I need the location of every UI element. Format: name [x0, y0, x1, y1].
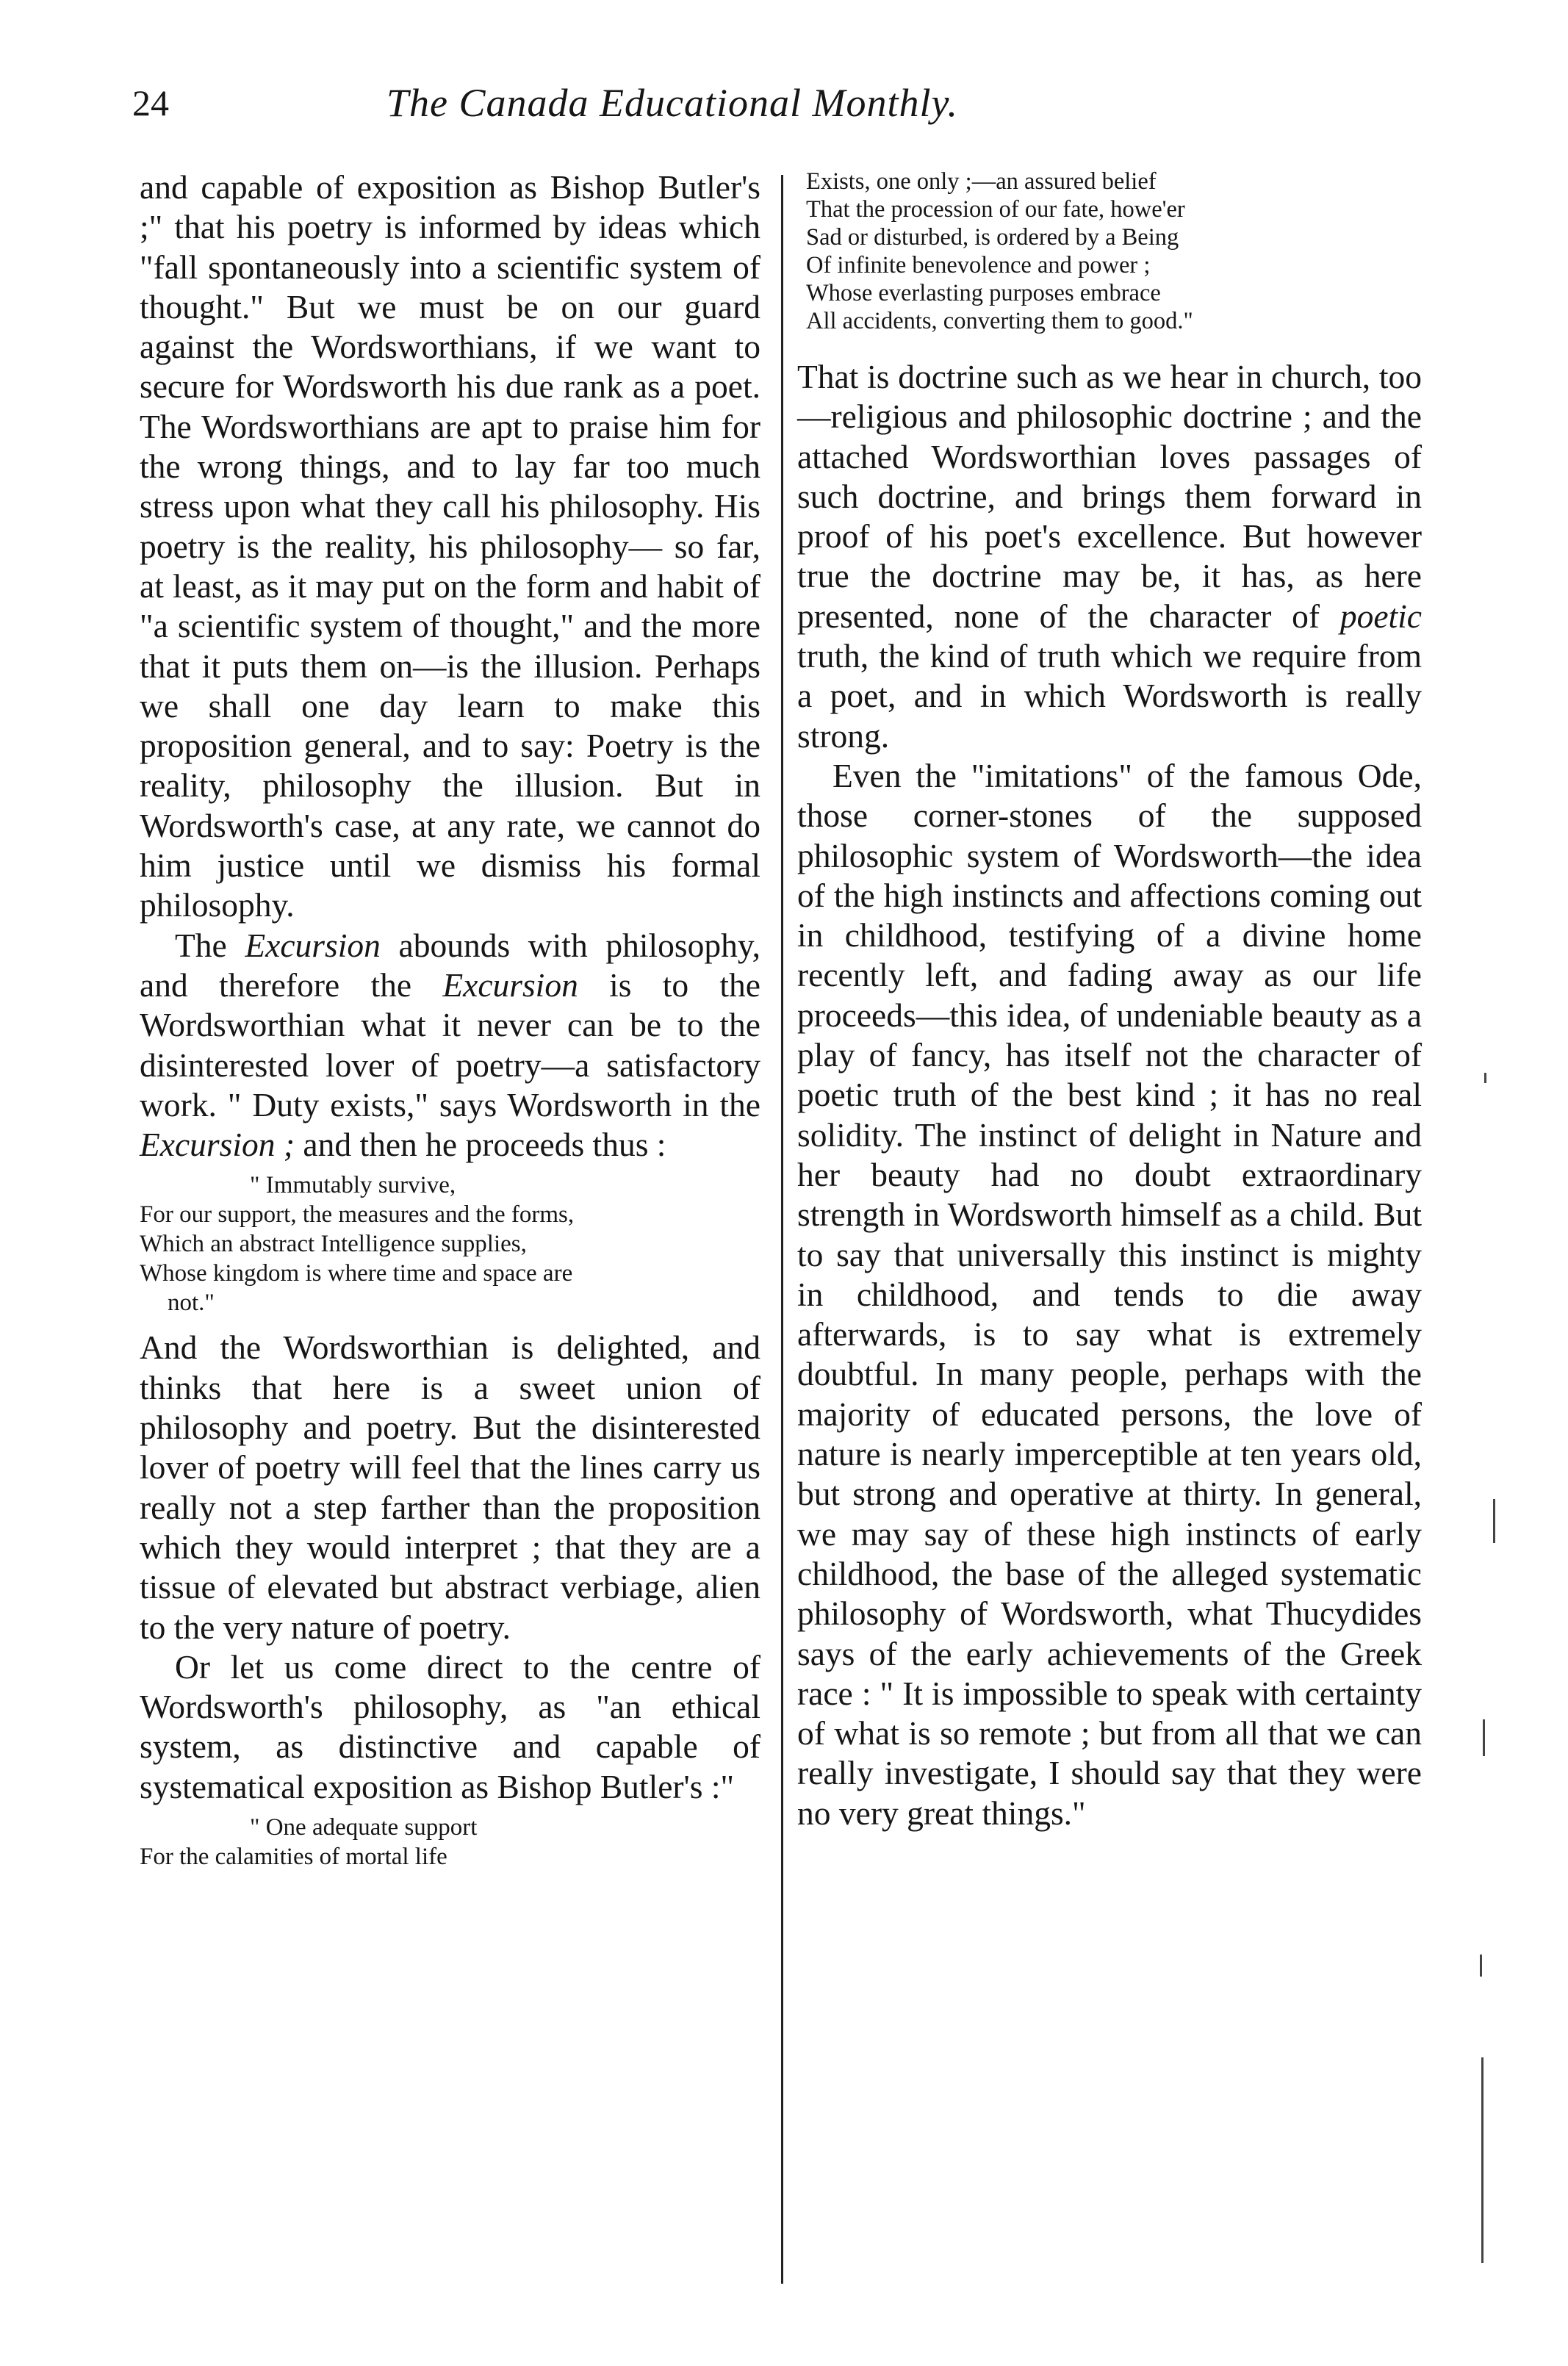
verse-line: not.": [168, 1290, 215, 1317]
verse-line: " Immutably survive,: [250, 1172, 456, 1199]
text-run: abounds with philosophy, and therefore the: [140, 926, 760, 1004]
scan-mark: [1483, 1719, 1485, 1756]
text-run: is to the Wordsworthian what it never can be to the disinterested lover of poetry—a satisfactory work. " Duty exists," says Wordsworth in the: [140, 966, 761, 1123]
scan-mark: [1480, 1955, 1482, 1977]
text-run: The: [175, 926, 245, 964]
page-header: [132, 77, 1110, 129]
text-run: truth, the kind of truth which we require from a poet, and in which Wordsworth is really strong.: [797, 637, 1422, 755]
paragraph: [797, 357, 1422, 756]
verse-line: For the calamities of mortal life: [140, 1843, 447, 1870]
italic-text-run: Excursion: [442, 966, 578, 1004]
verse-quotation: [140, 1813, 760, 1871]
column-divider: [781, 175, 783, 2284]
verse-line: Whose kingdom is where time and space are: [140, 1260, 573, 1287]
verse-line: For our support, the measures and the forms,: [140, 1201, 575, 1229]
paragraph: Or let us come direct to the centre of Wordsworth's philosophy, as "an ethical system, as distinctive and capable of systematical exposition as Bishop Butler's :": [140, 1647, 760, 1805]
verse-quotation: [140, 1171, 760, 1317]
verse-line: Exists, one only ;—an assured belief: [806, 168, 1157, 195]
italic-text-run: Excursion: [245, 926, 381, 964]
verse-line: Whose everlasting purposes embrace: [806, 280, 1161, 306]
scan-mark: [1481, 2057, 1484, 2263]
paragraph: And the Wordsworthian is delighted, and thinks that here is a sweet union of philosophy and poetry. But the disinterested lover of poetry will feel that the lines carry us really not a step farther than the proposition which they would interpret ; that they are a tissue of elevated but abstract verbiage, alien to the very nature of poetry.: [140, 1328, 760, 1646]
running-title: The Canada Educational Monthly.: [386, 81, 958, 125]
paragraph: Even the "imitations" of the famous Ode, those corner-stones of the supposed philosophic system of Wordsworth—the idea of the high instincts and affections coming out in childhood, testifying of a divine home recently left, and fading away as our life proceeds—this idea, of undeniable beauty as a play of fancy, has itself not the character of poetic truth of the best kind ; it has no real solidity. The instinct of delight in Nature and her beauty had no doubt extraordinary strength in Wordsworth himself as a child. But to say that universally this instinct is mighty in childhood, and tends to die away afterwards, is to say what is extremely doubtful. In many people, perhaps with the majority of educated persons, the love of nature is nearly imperceptible at ten years old, but strong and operative at thirty. In general, we may say of these high instincts of early childhood, the base of the alleged systematic philosophy of Wordsworth, what Thucydides says of the early achievements of the Greek race : " It is impossible to speak with certainty of what is so remote ; but from all that we can really investigate, I should say that they were no very great things.": [797, 756, 1422, 1832]
text-run: That is doctrine such as we hear in church, too—religious and philosophic doctrine ; and the attached Wordsworthian loves passages of such doctrine, and brings them forward in proof of his poet's excellence. But however true the doctrine may be, it has, as here presented, none of the character of: [797, 358, 1422, 635]
paragraph: and capable of exposition as Bishop Butler's ;" that his poetry is informed by ideas which "fall spontaneously into a scientific system of thought." But we must be on our guard against the Wordsworthians, if we want to secure for Wordsworth his due rank as a poet. The Wordsworthians are apt to praise him for the wrong things, and to lay far too much stress upon what they call his philosophy. His poetry is the reality, his philosophy— so far, at least, as it may put on the form and habit of "a scientific system of thought," and the more that it puts them on—is the illusion. Perhaps we shall one day learn to make this proposition general, and to say: Poetry is the reality, philosophy the illusion. But in Wordsworth's case, at any rate, we cannot do him justice until we dismiss his formal philosophy.: [140, 168, 760, 924]
verse-line: All accidents, converting them to good.": [806, 308, 1193, 334]
verse-line: Of infinite benevolence and power ;: [806, 252, 1151, 278]
verse-line: Which an abstract Intelligence supplies,: [140, 1231, 527, 1258]
page-number: 24: [132, 82, 169, 123]
margin-scan-marks: [1477, 808, 1521, 2278]
verse-line: That the procession of our fate, howe'er: [806, 196, 1185, 223]
text-run: and then he proceeds thus :: [295, 1126, 666, 1164]
scan-mark: [1493, 1499, 1495, 1543]
paragraph: [140, 926, 760, 1165]
verse-line: " One adequate support: [250, 1813, 478, 1841]
left-column: [140, 168, 760, 1882]
scan-mark: [1484, 1073, 1486, 1083]
verse-quotation: [797, 168, 1422, 335]
italic-text-run: Excursion ;: [140, 1126, 295, 1164]
right-column: [797, 168, 1422, 1833]
italic-text-run: poetic: [1339, 597, 1422, 635]
verse-line: Sad or disturbed, is ordered by a Being: [806, 224, 1179, 251]
